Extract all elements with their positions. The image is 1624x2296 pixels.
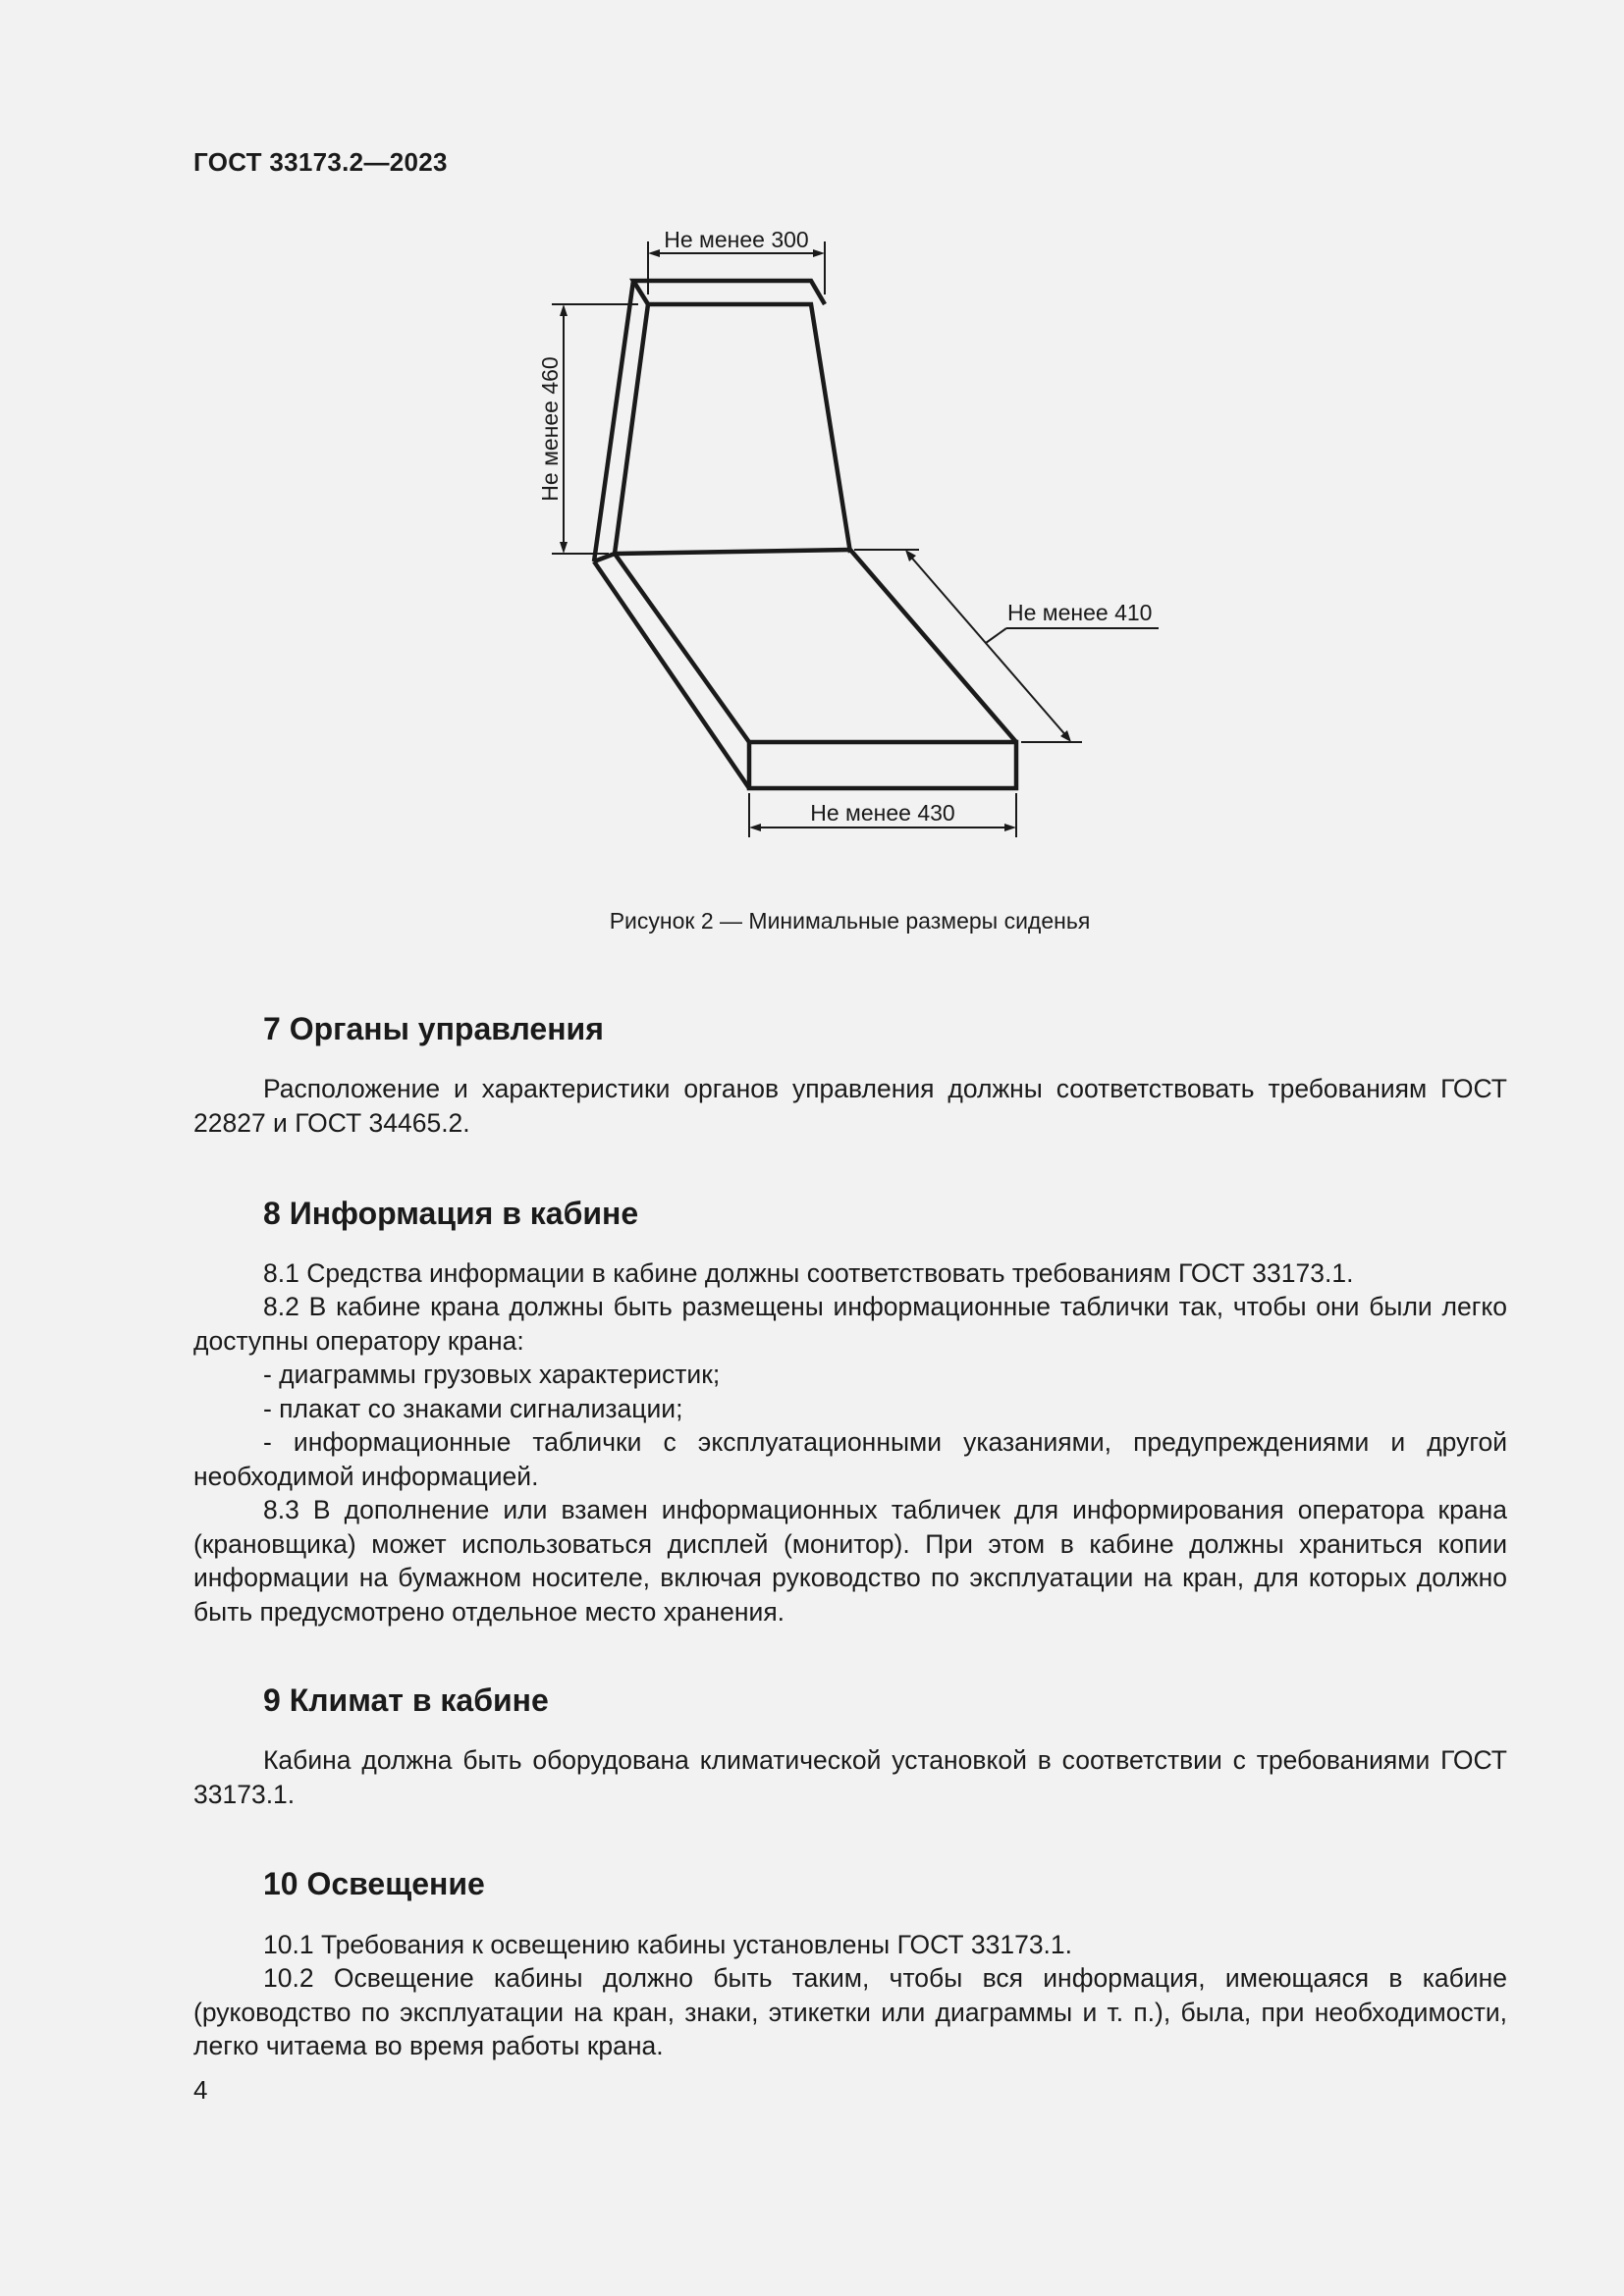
seat-back (594, 281, 850, 561)
section-7-paragraph: Расположение и характеристики органов управления должны соответствовать требованиям ГОСТ 22827 и ГОСТ 34465.2. (193, 1074, 1507, 1138)
dim-right-label: Не менее 410 (1007, 600, 1153, 625)
dim-left-label: Не менее 460 (537, 356, 563, 502)
list-item: - плакат со знаками сигнализации; (263, 1394, 683, 1423)
document-header: ГОСТ 33173.2—2023 (193, 147, 448, 177)
section-8-2: 8.2 В кабине крана должны быть размещены информационные таблички так, чтобы они были легко доступны оператору крана: (193, 1292, 1507, 1356)
seat-dimensions-figure (0, 0, 1624, 883)
dim-bottom-label: Не менее 430 (810, 800, 955, 826)
section-9-paragraph: Кабина должна быть оборудована климатической установкой в соответствии с требованиями ГОСТ 33173.1. (193, 1745, 1507, 1809)
section-10-2: 10.2 Освещение кабины должно быть таким, чтобы вся информация, имеющаяся в кабине (руководство по эксплуатации на кран, знаки, этикетки или диаграммы и т. п.), была, при необходимости, легко читаема во время работы крана. (193, 1963, 1507, 2060)
dim-right (854, 550, 1159, 742)
list-item: - диаграммы грузовых характеристик; (263, 1360, 721, 1389)
page-number: 4 (193, 2075, 208, 2105)
section-10-1: 10.1 Требования к освещению кабины установлены ГОСТ 33173.1. (263, 1930, 1073, 1959)
section-9-title: 9 Климат в кабине (263, 1682, 549, 1718)
section-8-1: 8.1 Средства информации в кабине должны соответствовать требованиям ГОСТ 33173.1. (263, 1258, 1354, 1288)
figure-caption: Рисунок 2 — Минимальные размеры сиденья (609, 908, 1091, 934)
section-8-title: 8 Информация в кабине (263, 1196, 639, 1231)
seat-cushion (594, 550, 1016, 788)
section-8-3: 8.3 В дополнение или взамен информационных табличек для информирования оператора крана (крановщика) может использоваться дисплей (монитор). При этом в кабине должны храниться копии информации на бумажном носителе, включая руководство по эксплуатации на кран, для которых должно быть предусмотрено отдельное место хранения. (193, 1495, 1507, 1627)
dim-top-label: Не менее 300 (664, 227, 809, 252)
section-7-title: 7 Органы управления (263, 1011, 604, 1046)
section-10-title: 10 Освещение (263, 1866, 485, 1901)
list-item: - информационные таблички с эксплуатационными указаниями, предупреждениями и другой необходимой информацией. (193, 1427, 1507, 1491)
